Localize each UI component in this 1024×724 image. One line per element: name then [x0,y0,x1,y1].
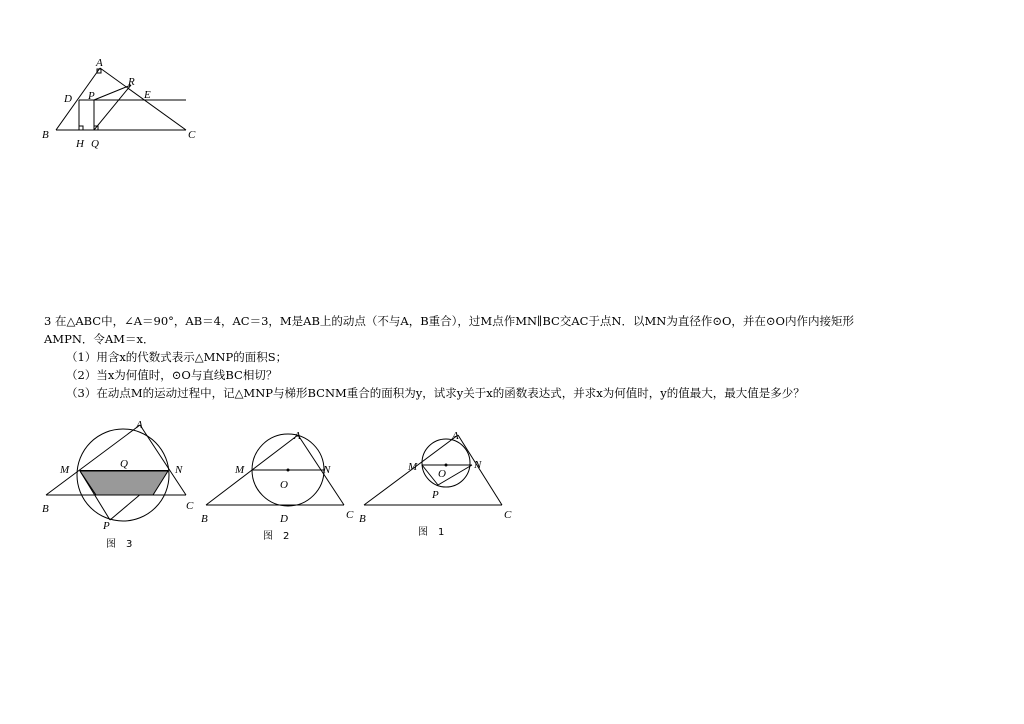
figure-3 [38,415,203,555]
fig2-label-O: O [280,479,288,491]
problem-line-2: AMPN．令AM＝x． [44,332,155,346]
fig2-label-C: C [346,509,354,521]
fig2-label-N: N [323,464,331,476]
fig2-label-M: M [235,464,245,476]
label-A: A [96,57,103,69]
fig2-label-B: B [201,513,208,525]
fig1-label-A: A [452,430,459,442]
fig1-label-N: N [474,459,482,471]
question-3: （3）在动点M的运动过程中，记△MNP与梯形BCNM重合的面积为y，试求y关于x的函数表达式，并求x为何值时，y的值最大，最大值是多少？ [66,386,805,400]
figure-1 [356,425,521,545]
fig1-label-C: C [504,509,512,521]
problem-line-1: 3 在△ABC中，∠A＝90°，AB＝4，AC＝3，M是AB上的动点（不与A，B重合），过M点作MN∥BC交AC于点N．以MN为直径作⊙O，并在⊙O内作内接矩形 [44,314,854,328]
question-2: （2）当x为何值时，⊙O与直线BC相切？ [66,368,278,382]
label-H: H [76,138,84,150]
label-C: C [188,129,196,141]
fig3-label-M: M [60,464,70,476]
label-Q: Q [91,138,99,150]
label-D: D [64,93,72,105]
fig2-label-D: D [280,513,288,525]
label-B: B [42,129,49,141]
fig2-label-A: A [294,430,301,442]
fig1-label-M: M [408,461,418,473]
fig1-caption: 图 1 [418,527,445,538]
fig1-label-O: O [438,468,446,480]
top-figure [36,50,206,155]
fig3-label-B: B [42,503,49,515]
fig2-caption: 图 2 [263,531,290,542]
fig1-label-B: B [359,513,366,525]
figure-2 [198,425,363,550]
fig3-label-A: A [136,419,143,431]
fig3-label-P: P [103,520,110,532]
fig1-label-P: P [432,489,439,501]
fig3-label-N: N [175,464,183,476]
label-E: E [144,89,151,101]
problem-text [44,312,994,402]
fig3-label-C: C [186,500,194,512]
question-1: （1）用含x的代数式表示△MNP的面积S； [66,350,288,364]
fig3-label-Q: Q [120,458,128,470]
label-P: P [88,90,95,102]
fig3-caption: 图 3 [106,539,133,550]
label-R: R [128,76,135,88]
